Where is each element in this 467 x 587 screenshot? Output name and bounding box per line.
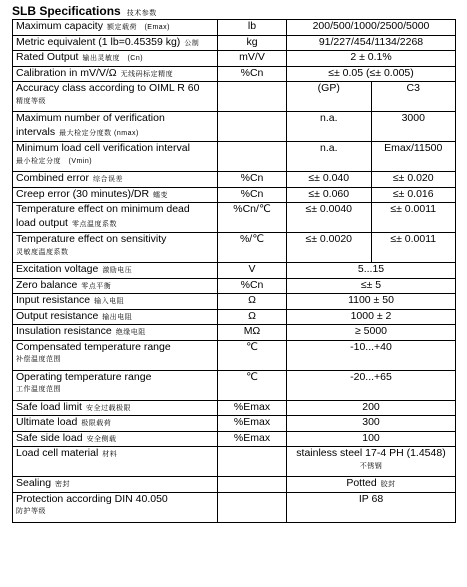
param-label: Safe side load (16, 431, 83, 444)
param-cell (13, 400, 218, 416)
param-label-cn: 蠕变 (153, 191, 169, 199)
value-cell: 1100 ± 50 (287, 294, 456, 310)
param-cell (13, 263, 218, 279)
table-row (13, 278, 456, 294)
unit-cell: Ω (218, 294, 287, 310)
param-label-cn: 激励电压 (102, 267, 133, 274)
param-cell (13, 112, 218, 142)
param-label-cn: 输出电阻 (102, 313, 133, 321)
table-row (13, 187, 456, 203)
value-cell: 1000 ± 2 (287, 309, 456, 325)
value-cell-c3: ≤± 0.0011 (371, 203, 456, 233)
unit-cell (218, 82, 287, 112)
value-cell-gp: ≤± 0.060 (287, 187, 372, 203)
param-label-cn: 极限载荷 (81, 420, 112, 427)
material-value: stainless steel 17-4 PH (1.4548) (296, 447, 446, 459)
param-label: Rated Output (16, 51, 79, 63)
param-label-cn: 最小检定分度 (Vmin) (16, 157, 93, 165)
param-cell (13, 172, 218, 188)
table-row (13, 82, 456, 112)
table-row (13, 370, 456, 400)
param-cell (13, 447, 218, 477)
param-cell (13, 294, 218, 310)
unit-cell: %Cn/℃ (218, 203, 287, 233)
value-cell: 91/227/454/1134/2268 (287, 35, 456, 51)
param-label-line2: intervals (16, 125, 56, 138)
param-cell (13, 82, 218, 112)
value-cell-gp: ≤± 0.0020 (287, 233, 372, 263)
param-label: Output resistance (16, 309, 99, 322)
unit-cell: %Emax (218, 400, 287, 416)
param-label-cn: 绝缘电阻 (115, 329, 146, 336)
param-cell (13, 340, 218, 370)
param-label-cn: 密封 (55, 481, 71, 488)
param-label-cn: 安全过载极限 (85, 404, 131, 412)
param-label: Metric equivalent (1 lb=0.45359 kg) (16, 35, 181, 48)
param-label-cn: 零点平衡 (81, 282, 112, 290)
unit-cell: %Cn (218, 172, 287, 188)
value-cell: -20...+65 (287, 370, 456, 400)
value-cell: ≤± 0.05 (≤± 0.005) (287, 66, 456, 82)
param-label: Ultimate load (16, 416, 78, 428)
param-cell (13, 203, 218, 233)
unit-cell: ℃ (218, 340, 287, 370)
table-row (13, 477, 456, 493)
value-cell-c3: ≤± 0.0011 (371, 233, 456, 263)
param-label-cn: 工作温度范围 (16, 386, 61, 393)
param-label: Calibration in mV/V/Ω (16, 66, 117, 79)
param-cell (13, 233, 218, 263)
unit-cell: %Cn (218, 278, 287, 294)
table-row (13, 400, 456, 416)
value-cell: -10...+40 (287, 340, 456, 370)
param-label-cn: 防护等级 (16, 508, 46, 515)
value-cell-gp: ≤± 0.040 (287, 172, 372, 188)
param-label-cn: 灵敏度温度系数 (16, 248, 69, 256)
value-cell: 5...15 (287, 263, 456, 279)
sealing-value-cn: 胶封 (380, 481, 396, 488)
param-cell (13, 20, 218, 36)
param-cell (13, 278, 218, 294)
unit-cell (218, 112, 287, 142)
table-row (13, 112, 456, 142)
specifications-table (12, 19, 456, 523)
param-label: Maximum number of verification (16, 112, 165, 124)
value-cell-c3: Emax/11500 (371, 142, 456, 172)
param-label: Excitation voltage (16, 263, 99, 275)
param-cell (13, 187, 218, 203)
param-label: Temperature effect on minimum dead (16, 203, 190, 215)
unit-cell: %Cn (218, 66, 287, 82)
param-label-cn: 额定载荷 (Emax) (106, 24, 171, 31)
table-row (13, 66, 456, 82)
param-label-cn: 材料 (102, 451, 118, 458)
value-cell: 300 (287, 416, 456, 432)
param-cell (13, 309, 218, 325)
param-cell (13, 51, 218, 67)
unit-cell: %/℃ (218, 233, 287, 263)
param-label: Temperature effect on sensitivity (16, 233, 167, 245)
value-cell-gp: (GP) (287, 82, 372, 112)
param-label-cn: 安全侧载 (86, 435, 117, 443)
unit-cell: lb (218, 20, 287, 36)
unit-cell (218, 492, 287, 522)
table-row (13, 416, 456, 432)
unit-cell: %Cn (218, 187, 287, 203)
table-row (13, 431, 456, 447)
param-cell (13, 492, 218, 522)
value-cell-c3: ≤± 0.020 (371, 172, 456, 188)
param-label: Zero balance (16, 278, 78, 291)
param-cell (13, 477, 218, 493)
value-cell: ≥ 5000 (287, 325, 456, 341)
table-row (13, 294, 456, 310)
param-label-cn: 精度等级 (16, 97, 46, 105)
table-row (13, 20, 456, 36)
value-cell: ≤± 5 (287, 278, 456, 294)
unit-cell: ℃ (218, 370, 287, 400)
value-cell-c3: ≤± 0.016 (371, 187, 456, 203)
param-cell (13, 35, 218, 51)
unit-cell: Ω (218, 309, 287, 325)
param-label: Protection according DIN 40.050 (16, 492, 168, 505)
param-label: Safe load limit (16, 400, 82, 413)
param-label: Combined error (16, 172, 89, 184)
table-row (13, 203, 456, 233)
table-row (13, 309, 456, 325)
value-cell: 200/500/1000/2500/5000 (287, 20, 456, 36)
param-cell (13, 325, 218, 341)
param-label-cn: 综合误差 (92, 176, 123, 183)
unit-cell: mV/V (218, 51, 287, 67)
title-cn: 技术参数 (126, 10, 157, 17)
param-label: Operating temperature range (16, 370, 152, 383)
param-cell (13, 66, 218, 82)
table-row (13, 172, 456, 188)
param-label-line2: load output (16, 216, 68, 229)
value-cell: 2 ± 0.1% (287, 51, 456, 67)
param-label-cn: 最大检定分度数 (nmax) (59, 129, 139, 137)
sheet-title (12, 4, 457, 18)
unit-cell: %Emax (218, 416, 287, 432)
value-cell: IP 68 (287, 492, 456, 522)
unit-cell: MΩ (218, 325, 287, 341)
value-cell-gp: n.a. (287, 142, 372, 172)
title-en: SLB Specifications (12, 4, 121, 18)
param-label: Creep error (30 minutes)/DR (16, 187, 150, 200)
value-cell (287, 477, 456, 493)
param-label: Input resistance (16, 294, 91, 306)
param-label: Compensated temperature range (16, 340, 171, 353)
table-row (13, 325, 456, 341)
param-cell (13, 416, 218, 432)
table-row (13, 492, 456, 522)
table-row (13, 233, 456, 263)
param-label: Load cell material (16, 447, 99, 459)
unit-cell (218, 477, 287, 493)
table-row (13, 263, 456, 279)
param-label-cn: 补偿温度范围 (16, 356, 61, 363)
table-row (13, 142, 456, 172)
param-cell (13, 431, 218, 447)
table-row (13, 51, 456, 67)
param-label: Accuracy class according to OIML R 60 (16, 82, 200, 94)
param-label: Sealing (16, 477, 52, 489)
value-cell: 200 (287, 400, 456, 416)
unit-cell: kg (218, 35, 287, 51)
value-cell: 100 (287, 431, 456, 447)
table-row (13, 447, 456, 477)
param-label: Maximum capacity (16, 20, 103, 32)
table-row (13, 340, 456, 370)
param-cell (13, 142, 218, 172)
material-value-cn: 不锈钢 (359, 462, 383, 470)
sealing-value: Potted (346, 477, 377, 489)
param-cell (13, 370, 218, 400)
table-row (13, 35, 456, 51)
value-cell-c3: C3 (371, 82, 456, 112)
param-label: Minimum load cell verification interval (16, 142, 190, 154)
value-cell-gp: n.a. (287, 112, 372, 142)
param-label: Insulation resistance (16, 325, 112, 337)
param-label-cn: 无线码标定精度 (120, 70, 174, 78)
param-label-cn: 输出灵敏度 (Cn) (82, 55, 144, 62)
value-cell-gp: ≤± 0.0040 (287, 203, 372, 233)
unit-cell (218, 447, 287, 477)
value-cell-c3: 3000 (371, 112, 456, 142)
param-label-cn: 公制 (184, 39, 200, 47)
unit-cell (218, 142, 287, 172)
unit-cell: %Emax (218, 431, 287, 447)
value-cell (287, 447, 456, 477)
param-label-cn: 零点温度系数 (71, 220, 117, 228)
param-label-cn: 输入电阻 (94, 298, 125, 305)
unit-cell: V (218, 263, 287, 279)
